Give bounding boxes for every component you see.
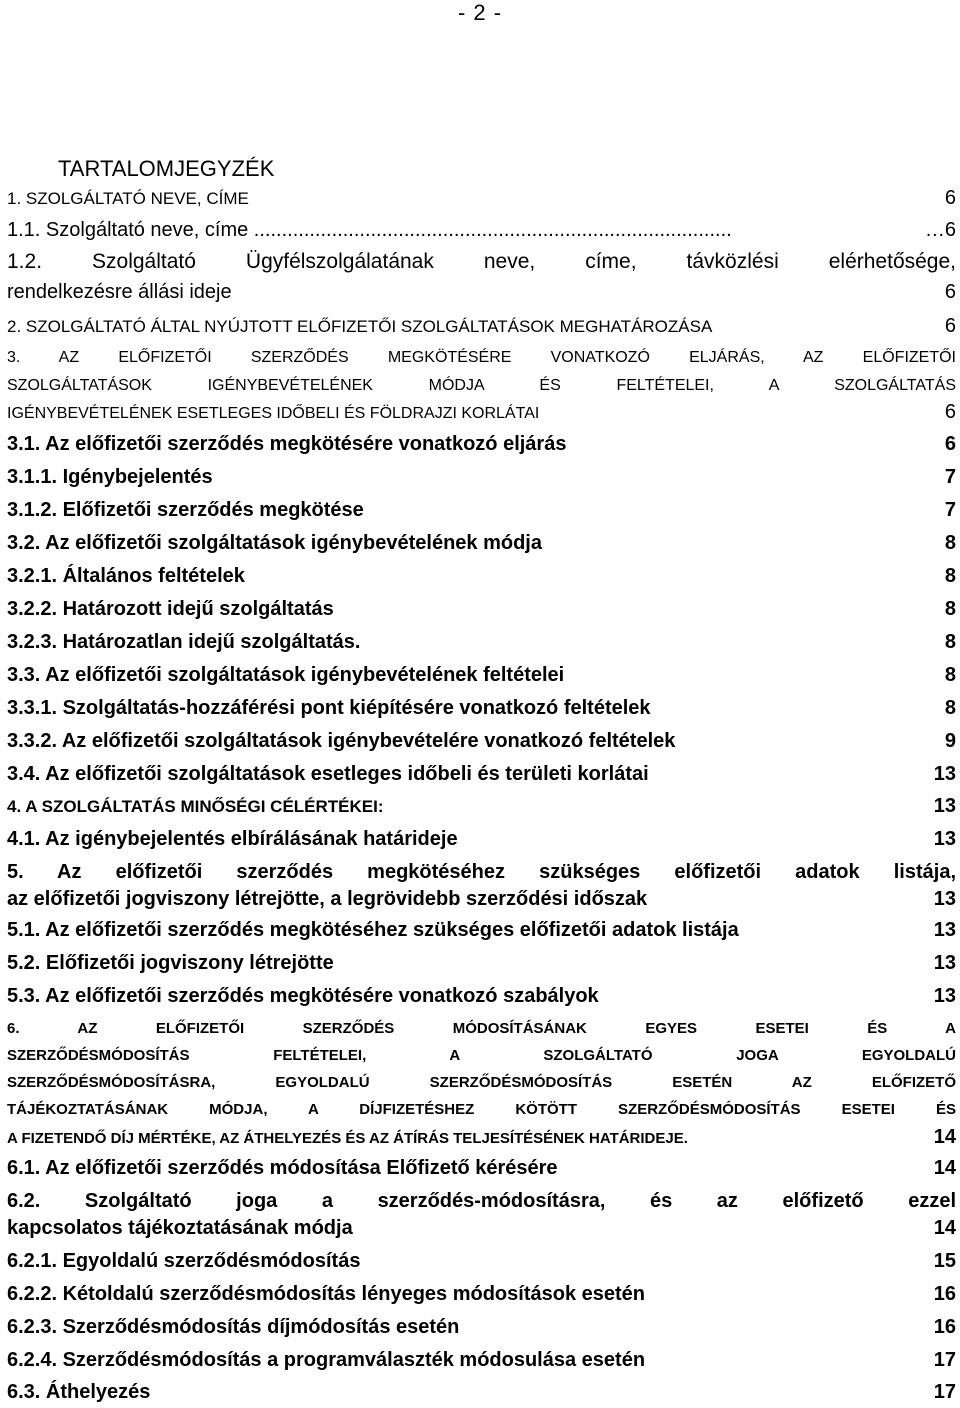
toc-entry-page: 16	[933, 1316, 956, 1338]
toc-entry-label: SZERZŐDÉSMÓDOSÍTÁS FELTÉTELEI, A SZOLGÁLTATÓ JOGA EGYOLDALÚ	[7, 1047, 956, 1064]
toc-entry-2[interactable]	[7, 310, 956, 342]
toc-entry-3-4[interactable]	[7, 758, 956, 790]
toc-entry-page: 6	[944, 315, 956, 337]
toc-entry-page: 13	[933, 763, 956, 785]
toc-entry-label: 3.1.1. Igénybejelentés	[7, 466, 213, 488]
toc-entry-label: IGÉNYBEVÉTELÉNEK ESETLEGES IDŐBELI ÉS FÖLDRAJZI KORLÁTAI	[7, 405, 540, 422]
toc-entry-1[interactable]	[7, 182, 956, 214]
toc-entry-label: 1.2. Szolgáltató Ügyfélszolgálatának neve, címe, távközlési elérhetősége,	[7, 250, 956, 273]
toc-entry-3-3-1[interactable]	[7, 692, 956, 724]
toc-entry-label: 6.2.3. Szerződésmódosítás díjmódosítás esetén	[7, 1316, 460, 1338]
toc-entry-label: 6.3. Áthelyezés	[7, 1381, 151, 1403]
toc-entry-label: 6.2.2. Kétoldalú szerződésmódosítás lényeges módosítások esetén	[7, 1283, 645, 1305]
toc-entry-page: 7	[944, 499, 956, 521]
toc-entry-label: 4.1. Az igénybejelentés elbírálásának határideje	[7, 828, 458, 850]
toc-entry-label: 5.1. Az előfizetői szerződés megkötéséhez szükséges előfizetői adatok listája	[7, 919, 739, 941]
toc-entry-page: 13	[933, 985, 956, 1007]
toc-entry-page: 7	[944, 466, 956, 488]
toc-entry-label: 4. A SZOLGÁLTATÁS MINŐSÉGI CÉLÉRTÉKEI:	[7, 797, 384, 816]
toc-entry-label: 5.2. Előfizetői jogviszony létrejötte	[7, 952, 334, 974]
toc-entry-page: 16	[933, 1283, 956, 1305]
toc-entry-label: 1. SZOLGÁLTATÓ NEVE, CÍME	[7, 189, 249, 208]
toc-entry-label: 1.1. Szolgáltató neve, címe ......................................................................................	[7, 219, 732, 241]
toc-entry-page: …6	[924, 219, 956, 241]
toc-entry-6-2-2[interactable]	[7, 1278, 956, 1310]
toc-entry-label: 3.2.2. Határozott idejű szolgáltatás	[7, 598, 334, 620]
toc-entry-page: 17	[933, 1381, 956, 1403]
toc-entry-page: 6	[944, 281, 956, 303]
toc-entry-page: 8	[944, 532, 956, 554]
toc-entry-6-2-cont[interactable]	[7, 1212, 956, 1244]
toc-entry-label: 3.4. Az előfizetői szolgáltatások esetleges időbeli és területi korlátai	[7, 763, 649, 785]
toc-entry-5-3[interactable]	[7, 980, 956, 1012]
toc-entry-page: 6	[944, 401, 956, 423]
toc-entry-label: 5.3. Az előfizetői szerződés megkötésére vonatkozó szabályok	[7, 985, 599, 1007]
toc-entry-label: SZERZŐDÉSMÓDOSÍTÁSRA, EGYOLDALÚ SZERZŐDÉSMÓDOSÍTÁS ESETÉN AZ ELŐFIZETŐ	[7, 1074, 956, 1091]
toc-entry-6-cont-4[interactable]	[7, 1121, 956, 1153]
toc-entry-4[interactable]	[7, 790, 956, 822]
toc-entry-label: 3.2.1. Általános feltételek	[7, 565, 245, 587]
toc-entry-label: rendelkezésre állási ideje	[7, 281, 232, 303]
toc-entry-page: 17	[933, 1349, 956, 1371]
toc-entry-5-1[interactable]	[7, 914, 956, 946]
toc-entry-page: 13	[933, 828, 956, 850]
toc-entry-label: 3.3. Az előfizetői szolgáltatások igénybevételének feltételei	[7, 664, 565, 686]
toc-entry-6-3[interactable]	[7, 1376, 956, 1408]
toc-entry-page: 8	[944, 697, 956, 719]
toc-entry-label: 5. Az előfizetői szerződés megkötéséhez szükséges előfizetői adatok listája,	[7, 861, 956, 883]
toc-entry-label: 6.2.4. Szerződésmódosítás a programválaszték módosulása esetén	[7, 1349, 646, 1371]
toc-entry-label: 6.1. Az előfizetői szerződés módosítása Előfizető kérésére	[7, 1157, 558, 1179]
toc-entry-page: 13	[933, 952, 956, 974]
toc-entry-page: 14	[933, 1157, 956, 1179]
toc-entry-3-2-2[interactable]	[7, 593, 956, 625]
toc-entry-page: 13	[933, 888, 956, 910]
toc-entry-page: 8	[944, 565, 956, 587]
toc-entry-3-2[interactable]	[7, 527, 956, 559]
toc-entry-page: 8	[944, 598, 956, 620]
toc-entry-page: 9	[944, 730, 956, 752]
toc-entry-label: 2. SZOLGÁLTATÓ ÁLTAL NYÚJTOTT ELŐFIZETŐI SZOLGÁLTATÁSOK MEGHATÁROZÁSA	[7, 317, 713, 336]
toc-title: TARTALOMJEGYZÉK	[58, 156, 275, 181]
toc-entry-label: 6.2. Szolgáltató joga a szerződés-módosításra, és az előfizető ezzel	[7, 1190, 956, 1212]
toc-entry-3-cont-2[interactable]	[7, 396, 956, 428]
toc-entry-page: 8	[944, 664, 956, 686]
toc-entry-1-2-cont[interactable]	[7, 276, 956, 308]
toc-entry-label: 3. AZ ELŐFIZETŐI SZERZŐDÉS MEGKÖTÉSÉRE VONATKOZÓ ELJÁRÁS, AZ ELŐFIZETŐI	[7, 349, 956, 366]
toc-entry-label: 3.3.1. Szolgáltatás-hozzáférési pont kiépítésére vonatkozó feltételek	[7, 697, 651, 719]
toc-entry-3-1-2[interactable]	[7, 494, 956, 526]
toc-entry-label: 6.2.1. Egyoldalú szerződésmódosítás	[7, 1250, 361, 1272]
toc-entry-3-3[interactable]	[7, 659, 956, 691]
toc-entry-page: 13	[933, 919, 956, 941]
toc-entry-5-cont[interactable]	[7, 883, 956, 915]
toc-entry-label: 3.2. Az előfizetői szolgáltatások igénybevételének módja	[7, 532, 542, 554]
toc-entry-label: 3.2.3. Határozatlan idejű szolgáltatás.	[7, 631, 361, 653]
toc-entry-6-2-4[interactable]	[7, 1344, 956, 1376]
toc-entry-label: 3.1.2. Előfizetői szerződés megkötése	[7, 499, 364, 521]
toc-entry-page: 6	[944, 187, 956, 209]
toc-entry-label: 6. AZ ELŐFIZETŐI SZERZŐDÉS MÓDOSÍTÁSÁNAK EGYES ESETEI ÉS A	[7, 1020, 956, 1037]
toc-entry-label: SZOLGÁLTATÁSOK IGÉNYBEVÉTELÉNEK MÓDJA ÉS FELTÉTELEI, A SZOLGÁLTATÁS	[7, 377, 956, 394]
toc-entry-label: 3.1. Az előfizetői szerződés megkötésére vonatkozó eljárás	[7, 433, 567, 455]
toc-entry-label: kapcsolatos tájékoztatásának módja	[7, 1217, 353, 1239]
toc-entry-6-2-1[interactable]	[7, 1245, 956, 1277]
toc-entry-1-1[interactable]	[7, 214, 956, 246]
toc-entry-4-1[interactable]	[7, 823, 956, 855]
toc-entry-page: 8	[944, 631, 956, 653]
toc-entry-3-1[interactable]	[7, 428, 956, 460]
toc-entry-1-2[interactable]	[7, 246, 956, 278]
toc-entry-5-2[interactable]	[7, 947, 956, 979]
toc-entry-label: TÁJÉKOZTATÁSÁNAK MÓDJA, A DÍJFIZETÉSHEZ KÖTÖTT SZERZŐDÉSMÓDOSÍTÁS ESETEI ÉS	[7, 1101, 956, 1118]
toc-entry-3-2-3[interactable]	[7, 626, 956, 658]
page-number: - 2 -	[457, 0, 503, 25]
toc-entry-page: 15	[933, 1250, 956, 1272]
toc-entry-3-3-2[interactable]	[7, 725, 956, 757]
toc-entry-page: 13	[933, 795, 956, 817]
toc-entry-6-2-3[interactable]	[7, 1311, 956, 1343]
toc-entry-6-1[interactable]	[7, 1152, 956, 1184]
toc-entry-label: 3.3.2. Az előfizetői szolgáltatások igénybevételére vonatkozó feltételek	[7, 730, 676, 752]
toc-entry-page: 14	[933, 1217, 956, 1239]
toc-entry-page: 14	[933, 1126, 956, 1148]
toc-entry-label: A FIZETENDŐ DÍJ MÉRTÉKE, AZ ÁTHELYEZÉS ÉS AZ ÁTÍRÁS TELJESÍTÉSÉNEK HATÁRIDEJE.	[7, 1130, 688, 1147]
toc-entry-3-2-1[interactable]	[7, 560, 956, 592]
toc-entry-label: az előfizetői jogviszony létrejötte, a legrövidebb szerződési időszak	[7, 888, 648, 910]
toc-entry-page: 6	[944, 433, 956, 455]
toc-entry-3-1-1[interactable]	[7, 461, 956, 493]
